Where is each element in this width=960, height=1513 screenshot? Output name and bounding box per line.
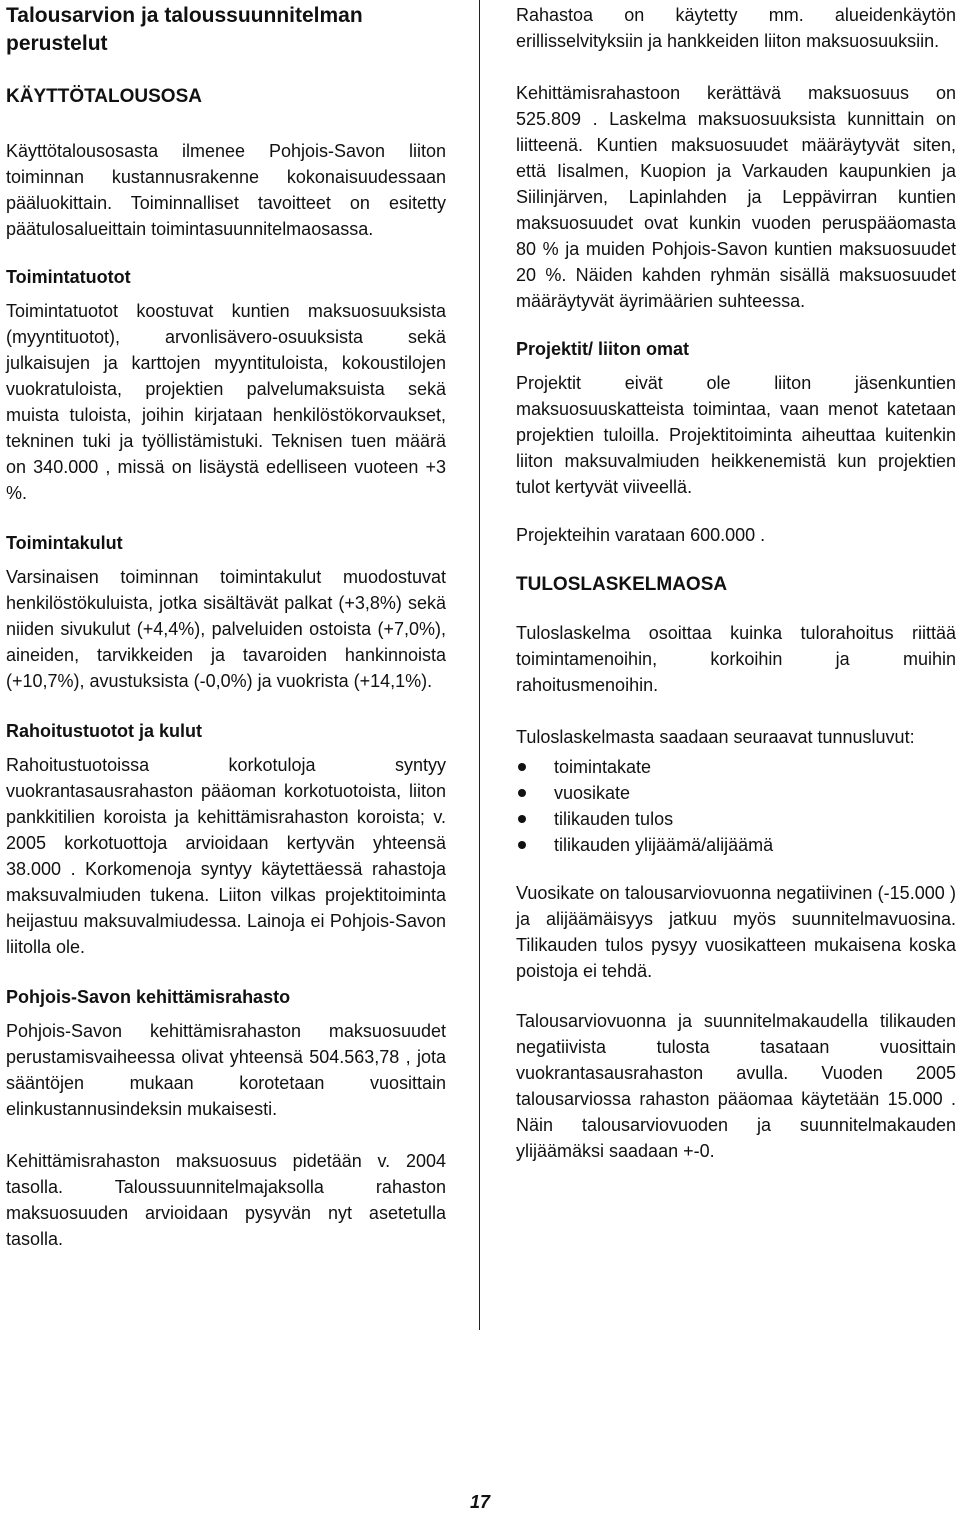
- paragraph-rahoitus: Rahoitustuotoissa korkotuloja syntyy vuokrantasausrahaston pääoman korkotuotoista, liiton pankkitilien koroista ja kehittämisrahaston koroista; v. 2005 korkotuottoja arvioidaan kertyvän yhteensä 38.000 . Korkomenoja syntyy käytettäessä rahastoja maksuvalmiuden tukena. Liiton vilkas projektitoiminta heijastuu maksuvalmiudessa. Lainoja ei Pohjois-Savon liitolla ole.: [6, 755, 446, 957]
- paragraph-tuloslaskelma: Tuloslaskelma osoittaa kuinka tulorahoitus riittää toimintamenoihin, korkoihin ja muihin rahoitusmenoihin.: [516, 623, 956, 695]
- bullet-icon: [518, 841, 526, 849]
- paragraph-projektit: Projektit eivät ole liiton jäsenkuntien maksuosuuskatteista toimintaa, vaan menot katetaan projektien tuloilla. Projektitoiminta aiheuttaa kuitenkin liiton maksuvalmiuden heikkenemistä kun projektien tulot kertyvät viiveellä.: [516, 373, 956, 497]
- paragraph-kehittamisrahasto-1: Pohjois-Savon kehittämisrahaston maksuosuudet perustamisvaiheessa olivat yhteensä 504.563,78 , jota sääntöjen mukaan korotetaan vuosittain elinkustannusindeksin mukaisesti.: [6, 1021, 446, 1119]
- section-heading-tuloslaskelma: TULOSLASKELMAOSA: [516, 574, 728, 595]
- paragraph-toimintatuotot: Toimintatuotot koostuvat kuntien maksuosuuksista (myyntituotot), arvonlisävero-osuuksista sekä julkaisujen ja karttojen myyntituloista, kokoustilojen vuokratuloista, projektien palvelumaksuista sekä muista tuloista, joihin kirjataan henkilöstökorvaukset, tekninen tuki ja työllistämistuki. Teknisen tuen määrä on 340.000 , missä on lisäystä edelliseen vuoteen +3 %.: [6, 301, 446, 503]
- document-title: Talousarvion ja taloussuunnitelman perustelut: [6, 4, 363, 55]
- paragraph-rahasto-kaytto: Rahastoa on käytetty mm. alueidenkäytön erillisselvityksiin ja hankkeiden liiton maksuosuuksiin.: [516, 5, 956, 51]
- right-column: [516, 0, 956, 1164]
- paragraph-projekteihin: Projekteihin varataan 600.000 .: [516, 525, 766, 545]
- paragraph-maksuosuus: Kehittämisrahastoon kerättävä maksuosuus on 525.809 . Laskelma maksuosuuksista kunnittain on liitteenä. Kuntien maksuosuudet määräytyvät siten, että Iisalmen, Kuopion ja Varkauden kaupunkien ja Siilinjärven, Lapinlahden ja Leppävirran kuntien maksuosuudet ovat kunkin vuoden peruspääomasta 80 % ja muiden Pohjois-Savon kuntien maksuosuudet 20 %. Näiden kahden ryhmän sisällä maksuosuudet määräytyvät äyrimäärien suhteessa.: [516, 83, 956, 311]
- list-item: vuosikate: [516, 780, 956, 806]
- intro-paragraph: Käyttötalousosasta ilmenee Pohjois-Savon liiton toiminnan kustannusrakenne kokonaisuudessaan pääluokittain. Toiminnalliset tavoitteet on esitetty päätulosalueittain toimintasuunnitelmaosassa.: [6, 141, 446, 239]
- list-item: tilikauden ylijäämä/alijäämä: [516, 832, 956, 858]
- bullet-icon: [518, 763, 526, 771]
- paragraph-vuosikate: Vuosikate on talousarviovuonna negatiivinen (-15.000 ) ja alijäämäisyys jatkuu myös suunnitelmavuosina. Tilikauden tulos pysyy vuosikatteen mukaisena koska poistoja ei tehdä.: [516, 883, 956, 981]
- section-heading-kayttotalous: KÄYTTÖTALOUSOSA: [6, 86, 202, 107]
- left-column: [6, 0, 446, 1252]
- paragraph-kehittamisrahasto-2: Kehittämisrahaston maksuosuus pidetään v. 2004 tasolla. Taloussuunnitelmajaksolla rahaston maksuosuuden arvioidaan pysyvän nyt asetetulla tasolla.: [6, 1151, 446, 1249]
- heading-rahoitus: Rahoitustuotot ja kulut: [6, 721, 202, 741]
- heading-kehittamisrahasto: Pohjois-Savon kehittämisrahasto: [6, 987, 291, 1007]
- heading-toimintatuotot: Toimintatuotot: [6, 267, 131, 287]
- paragraph-talousarvio: Talousarviovuonna ja suunnitelmakaudella tilikauden negatiivista tulosta tasataan vuosittain vuokrantasausrahaston avulla. Vuoden 2005 talousarviossa rahaston pääomaa käytetään 15.000 . Näin talousarviovuoden ja suunnitelmakauden ylijäämäksi saadaan +-0.: [516, 1011, 956, 1161]
- paragraph-tunnusluvut-intro: Tuloslaskelmasta saadaan seuraavat tunnusluvut:: [516, 727, 915, 747]
- list-item: tilikauden tulos: [516, 806, 956, 832]
- list-item: toimintakate: [516, 754, 956, 780]
- page-number: 17: [469, 1492, 491, 1512]
- column-divider: [479, 0, 480, 1330]
- bullet-icon: [518, 815, 526, 823]
- tunnusluvut-list: [516, 754, 956, 858]
- heading-toimintakulut: Toimintakulut: [6, 533, 123, 553]
- bullet-icon: [518, 789, 526, 797]
- paragraph-toimintakulut: Varsinaisen toiminnan toimintakulut muodostuvat henkilöstökuluista, jotka sisältävät palkat (+3,8%) sekä niiden sivukulut (+4,4%), palveluiden ostoista (+7,0%), aineiden, tarvikkeiden ja tavaroiden hankinnoista (+10,7%), avustuksista (-0,0%) ja vuokrista (+14,1%).: [6, 567, 446, 691]
- heading-projektit: Projektit/ liiton omat: [516, 339, 690, 359]
